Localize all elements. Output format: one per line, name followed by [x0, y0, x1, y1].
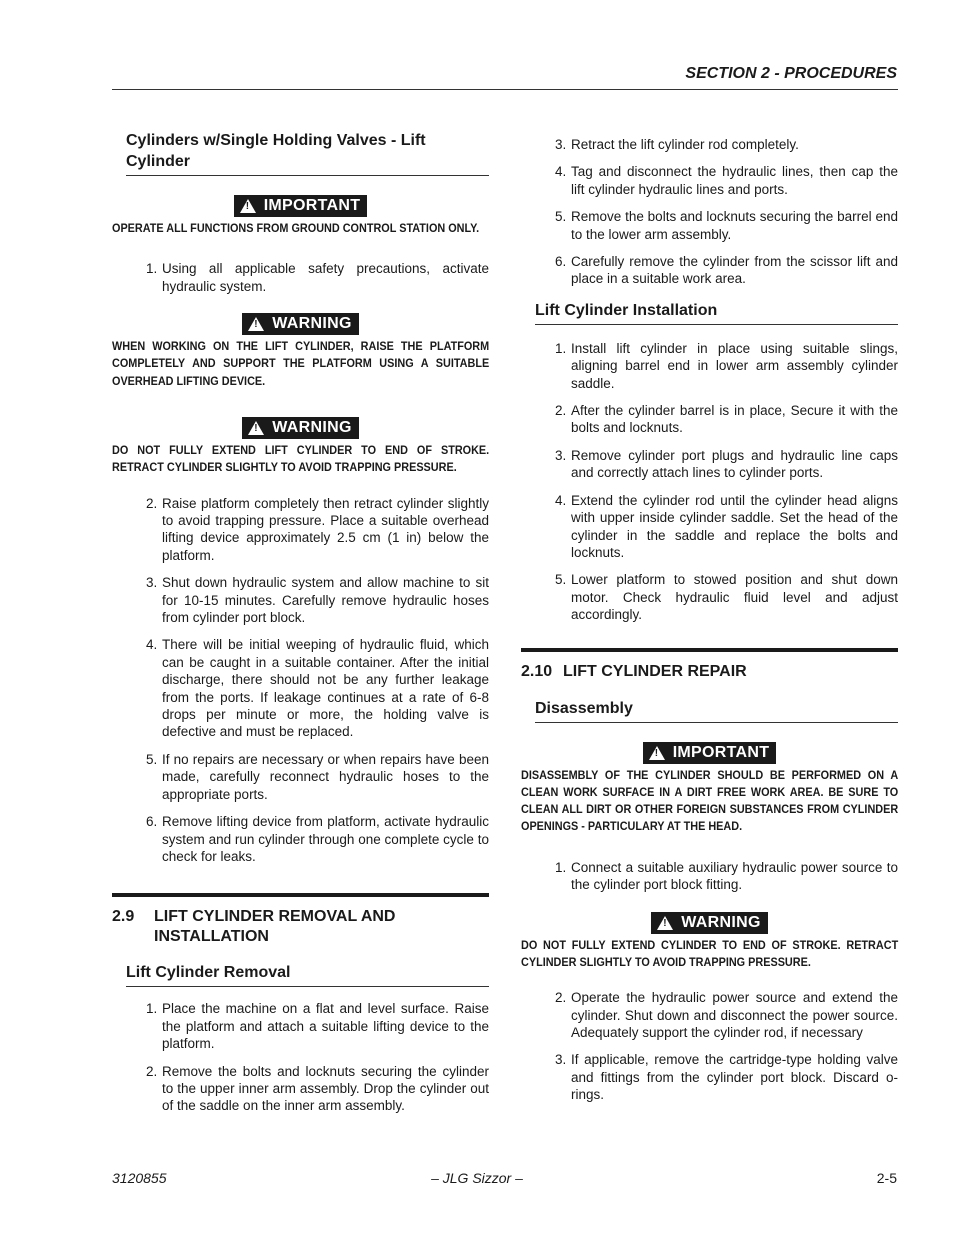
list-item: 5. Lower platform to stowed position and shut down motor. Check hydraulic fluid level and adjust accordingly. [555, 572, 898, 623]
warning-triangle-icon [248, 421, 264, 435]
subheading-lift-cylinder-removal: Lift Cylinder Removal [126, 962, 489, 987]
list-item: 2. After the cylinder barrel is in place, Secure it with the bolts and locknuts. [555, 403, 898, 436]
list-item: 5. Remove the bolts and locknuts securing the barrel end to the lower arm assembly. [555, 209, 898, 242]
section-2-9-heading: 2.9 LIFT CYLINDER REMOVAL AND INSTALLATION [112, 893, 489, 947]
warning-text: DO NOT FULLY EXTEND CYLINDER TO END OF STROKE. RETRACT CYLINDER SLIGHTLY TO AVOID TRAPPING PRESSURE. [521, 937, 899, 969]
important-notice [521, 742, 898, 765]
warning-badge: ! WARNING [651, 912, 767, 934]
header-rule [112, 89, 898, 90]
important-badge: ! IMPORTANT [643, 742, 777, 764]
list-item: 2. Raise platform completely then retract cylinder slightly to avoid trapping pressure. Place a suitable overhead lifting device approximately 2.5 cm (1 in) below the platform. [146, 495, 489, 563]
step-list [112, 495, 489, 866]
warning-badge: ! WARNING [242, 313, 358, 335]
warning-triangle-icon [657, 916, 673, 930]
important-text: OPERATE ALL FUNCTIONS FROM GROUND CONTROL STATION ONLY. [112, 221, 480, 235]
warning-notice [112, 313, 489, 336]
list-item: 1. Connect a suitable auxiliary hydraulic power source to the cylinder port block fitting. [555, 859, 898, 893]
left-column [112, 130, 489, 1125]
step-list [521, 340, 898, 624]
step-list [112, 260, 489, 295]
list-item: 6. Carefully remove the cylinder from the scissor lift and place in a suitable work area. [555, 254, 898, 287]
warning-badge: ! WARNING [242, 417, 358, 439]
important-notice [112, 195, 489, 218]
subheading-disassembly: Disassembly [535, 698, 898, 723]
list-item: 3. Shut down hydraulic system and allow machine to sit for 10-15 minutes. Carefully remove hydraulic hoses from cylinder port block. [146, 575, 489, 626]
list-item: 2. Operate the hydraulic power source and extend the cylinder. Shut down and disconnect the power source. Adequately support the cylinder rod, if necessary [555, 990, 898, 1040]
list-item: 4. There will be initial weeping of hydraulic fluid, which can be caught in a suitable container. After the initial discharge, there should not be any further leakage from the ports. If leakage continues at a rate of 6-8 drops per minute or more, the holding valve is defective and must be replaced. [146, 637, 489, 740]
step-list [521, 989, 898, 1103]
footer-doc-number: 3120855 [112, 1170, 167, 1186]
list-item: 1. Install lift cylinder in place using suitable slings, aligning barrel end in lower arm assembly cylinder saddle. [555, 340, 898, 391]
step-list [112, 1000, 489, 1114]
step-list [521, 136, 898, 288]
list-item: 6. Remove lifting device from platform, activate hydraulic system and run cylinder through one complete cycle to check for leaks. [146, 814, 489, 864]
warning-triangle-icon [248, 317, 264, 331]
footer-page-number: 2-5 [876, 1170, 897, 1186]
important-badge: ! IMPORTANT [234, 195, 368, 217]
list-item: 1. Using all applicable safety precautions, activate hydraulic system. [146, 261, 489, 294]
warning-triangle-icon [649, 746, 665, 760]
warning-text: WHEN WORKING ON THE LIFT CYLINDER, RAISE THE PLATFORM COMPLETELY AND SUPPORT THE PLATFORM USING A SUITABLE OVERHEAD LIFTING DEVICE. [112, 339, 490, 388]
list-item: 1. Place the machine on a flat and level surface. Raise the platform and attach a suitable lifting device to the platform. [146, 1001, 489, 1052]
section-header: SECTION 2 - PROCEDURES [685, 65, 897, 82]
list-item: 4. Tag and disconnect the hydraulic lines, then cap the lift cylinder hydraulic lines and ports. [555, 164, 898, 197]
subheading-lift-cylinder-installation: Lift Cylinder Installation [535, 300, 898, 325]
important-text: DISASSEMBLY OF THE CYLINDER SHOULD BE PERFORMED ON A CLEAN WORK SURFACE IN A DIRT FREE WORK AREA. BE SURE TO CLEAN ALL DIRT OR OTHER FOREIGN SUBSTANCES FROM CYLINDER OPENINGS - PARTICULARY AT THE HEAD. [521, 767, 899, 834]
warning-text: DO NOT FULLY EXTEND LIFT CYLINDER TO END OF STROKE. RETRACT CYLINDER SLIGHTLY TO AVOID TRAPPING PRESSURE. [112, 443, 490, 475]
step-list [521, 859, 898, 894]
warning-notice [112, 417, 489, 440]
right-column [521, 136, 898, 1114]
warning-triangle-icon [240, 199, 256, 213]
list-item: 4. Extend the cylinder rod until the cylinder head aligns with upper inside cylinder saddle. Set the head of the cylinder in the saddle and replace the bolts and locknuts. [555, 492, 898, 560]
subheading-single-holding-valves: Cylinders w/Single Holding Valves - Lift Cylinder [126, 130, 489, 176]
section-2-10-heading: 2.10 LIFT CYLINDER REPAIR [521, 648, 898, 682]
list-item: 5. If no repairs are necessary or when repairs have been made, carefully reconnect hydraulic hoses to the appropriate ports. [146, 751, 489, 802]
list-item: 3. Remove cylinder port plugs and hydraulic line caps and correctly attach lines to cylinder ports. [555, 447, 898, 481]
list-item: 3. Retract the lift cylinder rod completely. [555, 137, 799, 152]
footer-title: – JLG Sizzor – [431, 1170, 523, 1186]
warning-notice [521, 912, 898, 935]
list-item: 2. Remove the bolts and locknuts securing the cylinder to the upper inner arm assembly. Drop the cylinder out of the saddle on the inner arm assembly. [146, 1063, 489, 1114]
list-item: 3. If applicable, remove the cartridge-type holding valve and fittings from the cylinder port block. Discard o-rings. [555, 1052, 898, 1103]
